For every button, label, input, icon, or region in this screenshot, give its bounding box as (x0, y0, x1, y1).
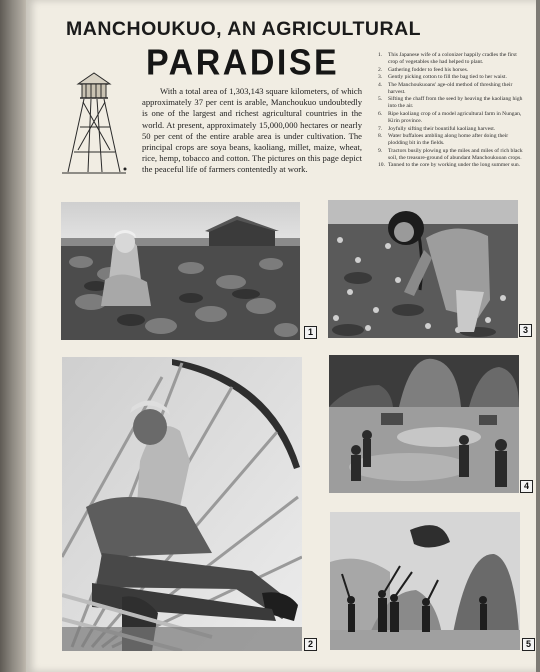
caption-item: 7. Joyfully sifting their bountiful kaoliang harvest. (378, 125, 496, 132)
caption-item: 9. Tractors busily plowing up the miles and miles of rich black soil, the treasure-ground of abundant Manchoukuoan crops. (378, 147, 523, 161)
caption-item: 2. Gathering fodder to feed his horses. (378, 66, 469, 73)
photo-sifting-kaoliang (330, 512, 520, 650)
photo-number-badge: 1 (304, 326, 317, 339)
caption-list (378, 52, 524, 170)
watchtower-illustration (58, 72, 130, 180)
title-line-2: PARADISE (146, 43, 340, 83)
caption-item: 1. This Japanese wife of a colonizer happily cradles the first crop of vegetables she had helped to plant. (378, 52, 517, 65)
caption-item: 5. Sifting the chaff from the seed by heaving the kaoliang high into the air. (378, 96, 523, 110)
intro-paragraph: With a total area of 1,303,143 square kilometers, of which approximately 37 per cent is arable, Manchoukuo undoubtedly is one of the largest and richest agricultural countries in the world. At present, approximately 15,000,000 hectares or nearly 50 per cent of the entire arable area is under cultivation. The principal crops are soya beans, kaoliang, millet, maize, wheat, rice, hemp, tobacco and cotton. The pictures on this page depict the peaceful life of farmers contentedly at work. (142, 86, 362, 175)
photo-farmer-on-rake (62, 357, 302, 651)
photo-threshing-harvest (329, 355, 519, 493)
title-line-1: MANCHOUKUO, AN AGRICULTURAL (66, 18, 422, 40)
photo-woman-vegetable-field (61, 202, 300, 340)
photo-number-badge: 3 (519, 324, 532, 337)
caption-item: 6. Ripe kaoliang crop of a model agricultural farm in Nungan, Kirin province. (378, 110, 522, 124)
caption-item: 8. Water buffaloes ambling along home after doing their plodding bit in the fields. (378, 133, 509, 147)
caption-item: 4. The Manchoukuoans' age-old method of threshing their harvest. (378, 81, 513, 95)
photo-number-badge: 5 (522, 638, 535, 651)
photo-girl-picking-cotton (328, 200, 518, 338)
caption-item: 10. Tanned to the core by working under the long summer sun. (378, 162, 521, 169)
photo-number-badge: 2 (304, 638, 317, 651)
photo-number-badge: 4 (520, 480, 533, 493)
caption-item: 3. Gently picking cotton to fill the bag tied to her waist. (378, 74, 507, 81)
